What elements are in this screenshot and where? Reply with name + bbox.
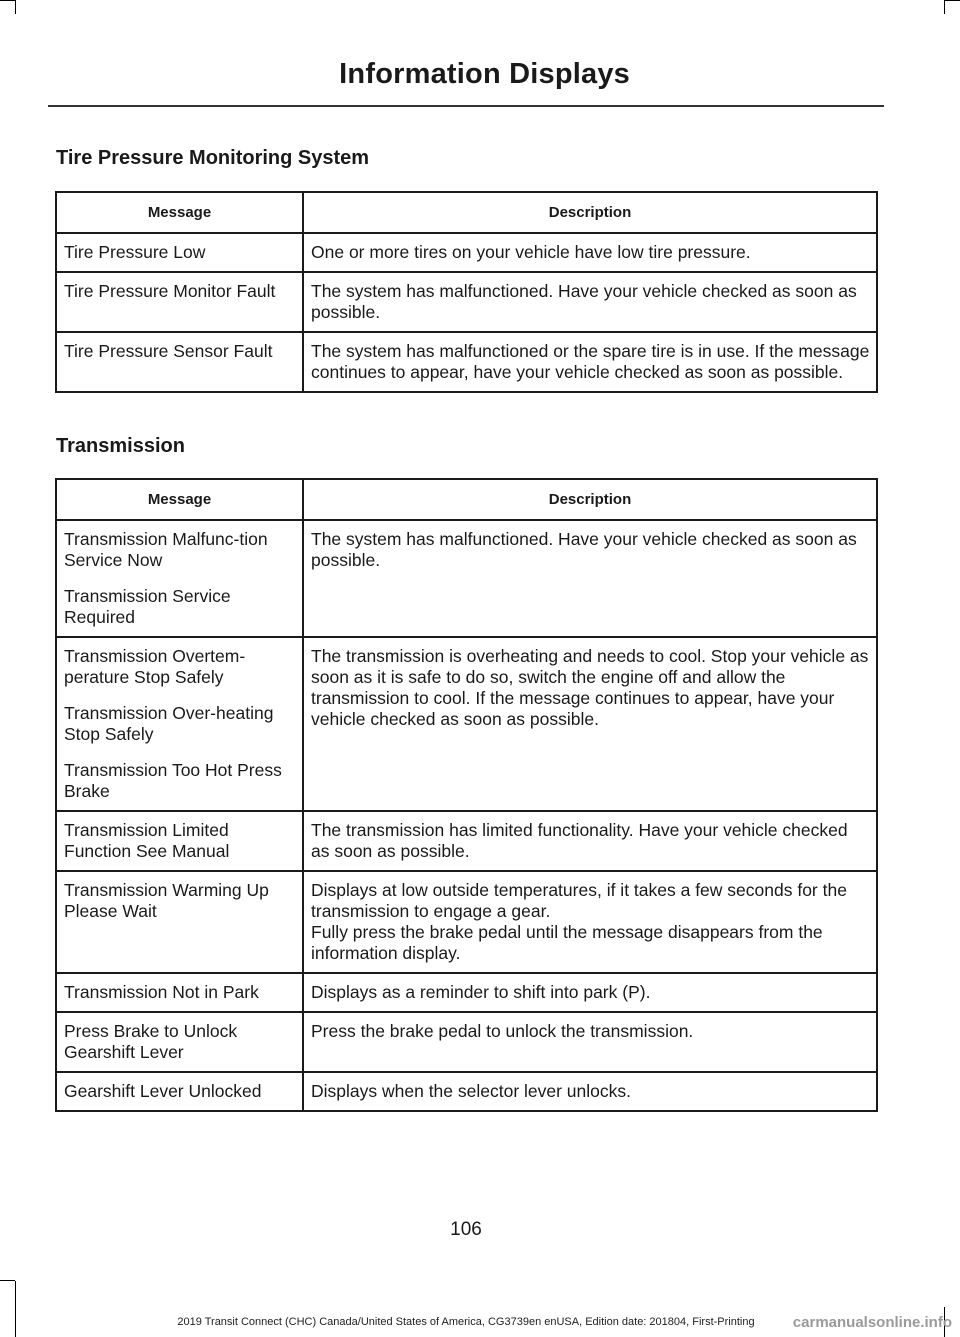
message-text: Transmission Malfunc-tion Service Now	[64, 529, 268, 570]
message-text: Transmission Too Hot Press Brake	[64, 760, 282, 801]
crop-mark	[15, 0, 16, 14]
message-text: Transmission Over-heating Stop Safely	[64, 703, 274, 744]
page-number: 106	[450, 1219, 482, 1240]
description-cell	[303, 332, 877, 392]
description-text: The system has malfunctioned. Have your vehicle checked as soon as possible.	[311, 281, 857, 322]
table-row	[56, 233, 877, 272]
message-cell	[56, 1072, 303, 1111]
page-title: Information Displays	[339, 58, 630, 90]
message-text: Tire Pressure Monitor Fault	[64, 281, 276, 301]
column-header-message: Message	[56, 192, 303, 233]
description-cell	[303, 1072, 877, 1111]
description-text: Fully press the brake pedal until the message disappears from the information display.	[311, 922, 823, 963]
description-text: One or more tires on your vehicle have low tire pressure.	[311, 242, 751, 262]
table-row	[56, 1072, 877, 1111]
message-text: Gearshift Lever Unlocked	[64, 1081, 262, 1101]
description-text: The system has malfunctioned or the spare tire is in use. If the message continues to appear, have your vehicle checked as soon as possible.	[311, 341, 870, 382]
crop-mark	[0, 0, 15, 1]
message-text: Transmission Warming Up Please Wait	[64, 880, 269, 921]
message-text: Transmission Overtem-perature Stop Safely	[64, 646, 246, 687]
message-text: Transmission Not in Park	[64, 982, 259, 1002]
description-cell	[303, 520, 877, 637]
table-row	[56, 811, 877, 871]
message-cell	[56, 520, 303, 637]
message-cell	[56, 811, 303, 871]
table-row	[56, 1012, 877, 1072]
header-rule	[48, 105, 884, 107]
transmission-table	[55, 478, 878, 1112]
table-row	[56, 520, 877, 637]
message-text: Transmission Limited Function See Manual	[64, 820, 230, 861]
message-cell	[56, 637, 303, 811]
description-text: Displays when the selector lever unlocks.	[311, 1081, 632, 1101]
message-text: Transmission Service Required	[64, 586, 231, 627]
description-text: Press the brake pedal to unlock the transmission.	[311, 1021, 694, 1041]
description-text: The system has malfunctioned. Have your vehicle checked as soon as possible.	[311, 529, 857, 570]
message-cell	[56, 272, 303, 332]
description-cell	[303, 272, 877, 332]
crop-mark	[944, 0, 945, 14]
description-text: Displays as a reminder to shift into park (P).	[311, 982, 651, 1002]
description-cell	[303, 973, 877, 1012]
table-row	[56, 973, 877, 1012]
message-cell	[56, 233, 303, 272]
crop-mark	[15, 1281, 16, 1337]
message-text: Tire Pressure Low	[64, 242, 206, 262]
message-text: Press Brake to Unlock Gearshift Lever	[64, 1021, 238, 1062]
watermark: carmanualsonline.info	[792, 1314, 952, 1331]
description-cell	[303, 233, 877, 272]
description-text: The transmission has limited functionality. Have your vehicle checked as soon as possible.	[311, 820, 848, 861]
description-cell	[303, 1012, 877, 1072]
description-cell	[303, 811, 877, 871]
message-cell	[56, 973, 303, 1012]
message-cell	[56, 871, 303, 973]
table-row	[56, 332, 877, 392]
crop-mark	[0, 1280, 15, 1281]
message-text: Tire Pressure Sensor Fault	[64, 341, 273, 361]
table-row	[56, 272, 877, 332]
message-cell	[56, 1012, 303, 1072]
description-text: Displays at low outside temperatures, if it takes a few seconds for the transmission to engage a gear.	[311, 880, 847, 921]
description-cell	[303, 637, 877, 811]
column-header-message: Message	[56, 479, 303, 520]
table-row	[56, 871, 877, 973]
footer-edition-info: 2019 Transit Connect (CHC) Canada/United States of America, CG3739en enUSA, Edition date: 201804, First-Printing	[177, 1316, 755, 1328]
description-cell	[303, 871, 877, 973]
section-title-transmission: Transmission	[56, 435, 185, 457]
tpms-table	[55, 191, 878, 393]
column-header-description: Description	[303, 192, 877, 233]
section-title-tpms: Tire Pressure Monitoring System	[56, 147, 370, 169]
crop-mark	[945, 0, 960, 1]
description-text: The transmission is overheating and needs to cool. Stop your vehicle as soon as it is safe to do so, switch the engine off and allow the transmission to cool. If the message continues to appear, have your vehicle checked as soon as possible.	[311, 646, 869, 729]
message-cell	[56, 332, 303, 392]
column-header-description: Description	[303, 479, 877, 520]
table-row	[56, 637, 877, 811]
